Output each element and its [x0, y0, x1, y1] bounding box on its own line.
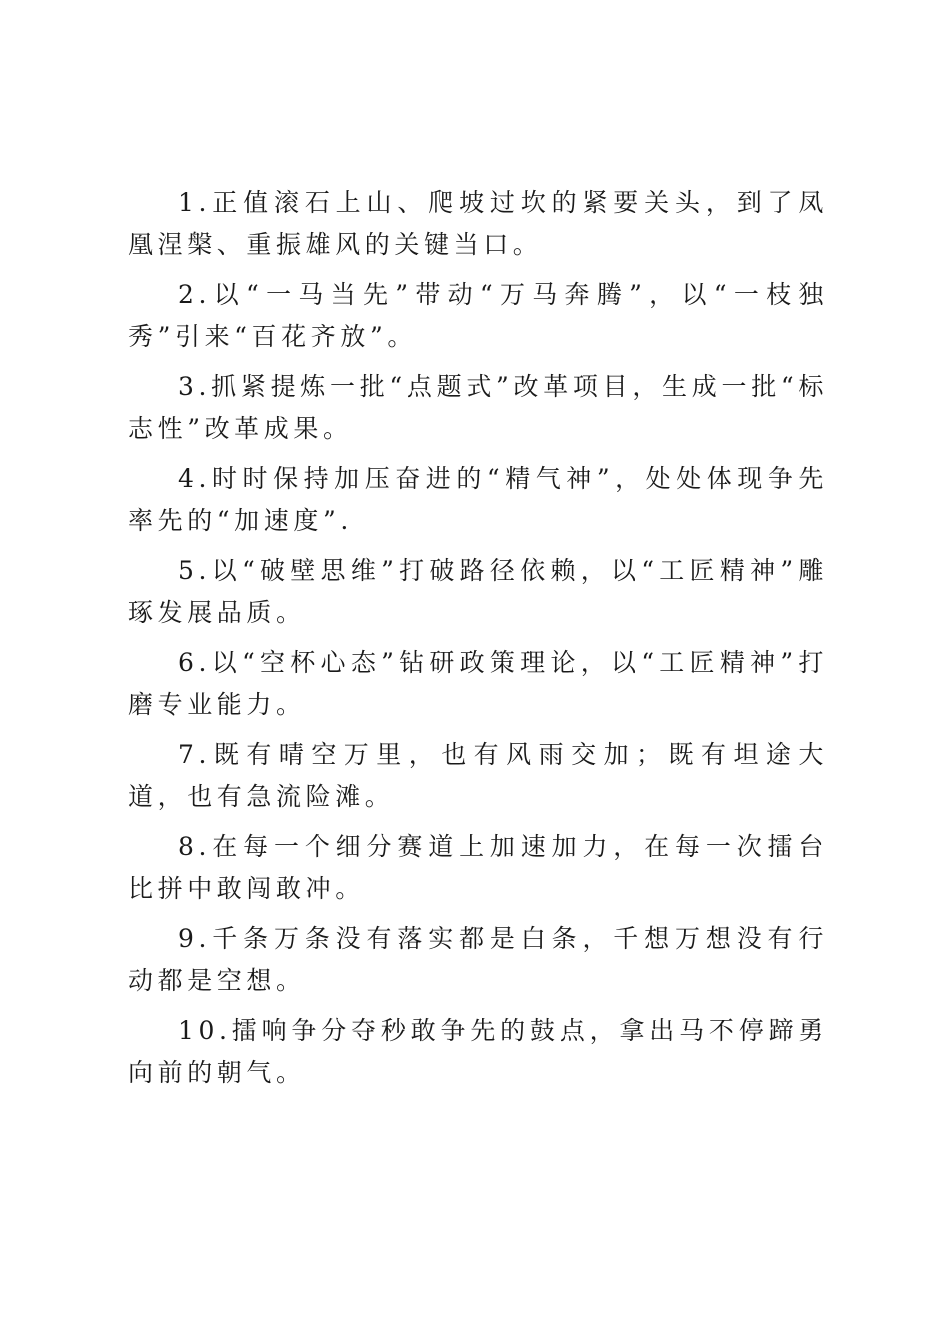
paragraph-4: 4.时时保持加压奋进的“精气神”，处处体现争先率先的“加速度”.: [128, 464, 828, 535]
paragraph-7: 7.既有晴空万里，也有风雨交加；既有坦途大道，也有急流险滩。: [128, 740, 828, 811]
paragraph-9: 9.千条万条没有落实都是白条，千想万想没有行动都是空想。: [128, 924, 828, 995]
document-body: [128, 182, 828, 1102]
paragraph-6: 6.以“空杯心态”钻研政策理论，以“工匠精神”打磨专业能力。: [128, 648, 828, 719]
paragraph-5: 5.以“破壁思维”打破路径依赖，以“工匠精神”雕琢发展品质。: [128, 556, 828, 627]
paragraph-8: 8.在每一个细分赛道上加速加力，在每一次擂台比拼中敢闯敢冲。: [128, 832, 828, 903]
paragraph-1: 1.正值滚石上山、爬坡过坎的紧要关头，到了凤凰涅槃、重振雄风的关键当口。: [128, 188, 828, 259]
paragraph-2: 2.以“一马当先”带动“万马奔腾”，以“一枝独秀”引来“百花齐放”。: [128, 280, 828, 351]
paragraph-3: 3.抓紧提炼一批“点题式”改革项目，生成一批“标志性”改革成果。: [128, 372, 828, 443]
paragraph-10: 10.擂响争分夺秒敢争先的鼓点，拿出马不停蹄勇向前的朝气。: [128, 1016, 828, 1087]
